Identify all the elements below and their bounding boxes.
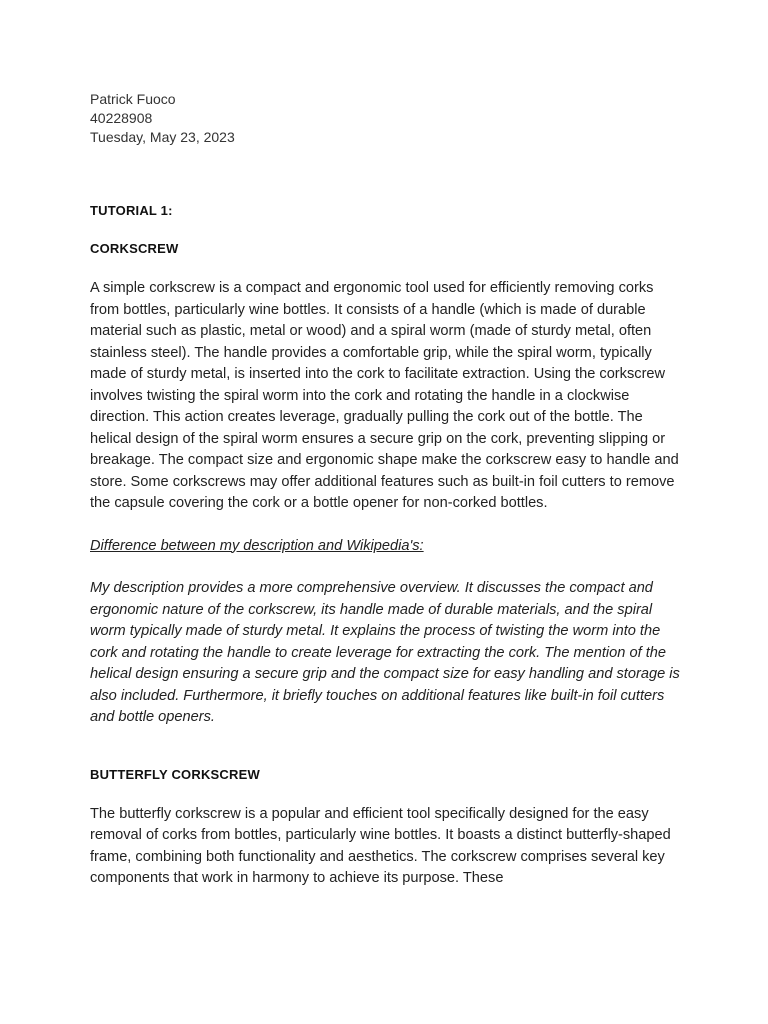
butterfly-corkscrew-description: The butterfly corkscrew is a popular and efficient tool specifically designed for the easy removal of corks from bottles, particularly wine bottles. It boasts a distinct butterfly-shaped frame, combining both functionality and aesthetics. The corkscrew comprises several key components that work in harmony to achieve its purpose. These — [90, 805, 671, 886]
author-name: Patrick Fuoco — [90, 91, 176, 107]
difference-heading: Difference between my description and Wikipedia's: — [90, 537, 424, 554]
section-title-corkscrew: CORKSCREW — [90, 241, 179, 256]
difference-description: My description provides a more comprehensive overview. It discusses the compact and ergonomic nature of the corkscrew, its handle made of durable materials, and the spiral worm typically made of sturdy metal. It explains the process of twisting the worm into the cork and rotating the handle to create leverage for extracting the cork. The mention of the helical design ensuring a secure grip and the compact size for easy handling and storage is also included. Furthermore, it briefly touches on additional features like built-in foil cutters and bottle openers. — [90, 580, 680, 725]
document-date: Tuesday, May 23, 2023 — [90, 129, 235, 145]
tutorial-title: TUTORIAL 1: — [90, 203, 173, 218]
corkscrew-description: A simple corkscrew is a compact and ergonomic tool used for efficiently removing corks from bottles, particularly wine bottles. It consists of a handle (which is made of durable material such as plastic, metal or wood) and a spiral worm (made of sturdy metal, often stainless steel). The handle provides a comfortable grip, while the spiral worm, typically made of sturdy metal, is inserted into the cork to facilitate extraction. Using the corkscrew involves twisting the spiral worm into the cork and rotating the handle in a clockwise direction. This action creates leverage, gradually pulling the cork out of the bottle. The helical design of the spiral worm ensures a secure grip on the cork, preventing slipping or breakage. The compact size and ergonomic shape make the corkscrew easy to handle and store. Some corkscrews may offer additional features such as built-in foil cutters to remove the capsule covering the cork or a bottle opener for non-corked bottles. — [90, 280, 679, 511]
section-title-butterfly-corkscrew: BUTTERFLY CORKSCREW — [90, 766, 260, 782]
author-header — [90, 90, 680, 147]
student-id: 40228908 — [90, 110, 153, 126]
document-content — [90, 90, 680, 890]
